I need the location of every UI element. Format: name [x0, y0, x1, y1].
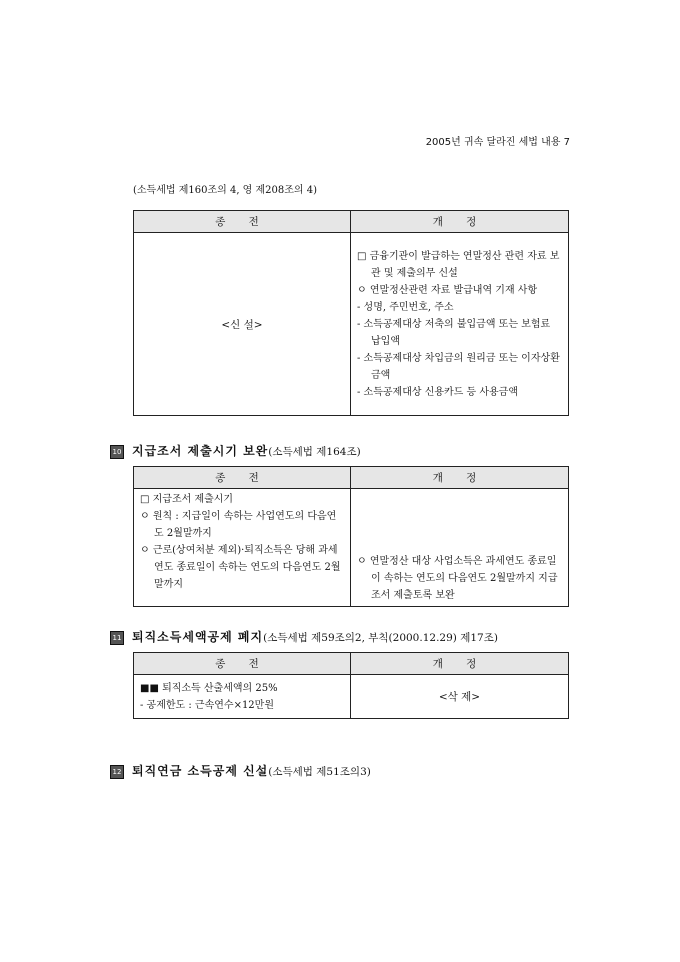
old-cell: <신 설>	[134, 233, 351, 416]
content-line: ㅇ 연말정산 대상 사업소득은 과세연도 종료일이 속하는 연도의 다음연도 2월말까지 지급조서 제출토록 보완	[357, 556, 558, 601]
new-cell: <삭 제>	[351, 675, 569, 719]
new-cell	[351, 233, 569, 416]
section-heading-10	[110, 442, 361, 459]
table-header-row	[134, 467, 569, 489]
new-cell	[351, 489, 569, 607]
section-heading-12	[110, 762, 371, 779]
table-header-row	[134, 211, 569, 233]
content-line: □ 지급조서 제출시기	[140, 494, 234, 505]
comparison-table-1	[133, 210, 569, 416]
section-law-ref: (소득세법 제51조의3)	[268, 766, 371, 778]
comparison-table-3	[133, 652, 569, 719]
content-line: □ 금융기관이 발급하는 연말정산 관련 자료 보관 및 제출의무 신설	[357, 250, 560, 279]
section-law-ref: (소득세법 제164조)	[268, 446, 361, 458]
table-row	[134, 233, 569, 416]
content-line: ㅇ 원칙 : 지급일이 속하는 사업연도의 다음연도 2월말까지	[140, 511, 337, 539]
table-header-row	[134, 653, 569, 675]
col-header-old: 종 전	[134, 653, 351, 675]
col-header-old: 종 전	[134, 467, 351, 489]
new-content-list	[357, 248, 562, 401]
section-number-badge: 10	[110, 445, 124, 459]
section-title: 지급조서 제출시기 보완	[132, 444, 269, 458]
law-reference: (소득세법 제160조의 4, 영 제208조의 4)	[133, 185, 318, 196]
content-line: - 소득공제대상 신용카드 등 사용금액	[357, 386, 518, 398]
section-title: 퇴직연금 소득공제 신설	[132, 764, 269, 778]
content-line: - 소득공제대상 차입금의 원리금 또는 이자상환금액	[357, 352, 560, 381]
new-content-list	[357, 553, 562, 604]
section-title: 퇴직소득세액공제 폐지	[132, 630, 264, 644]
old-cell	[134, 489, 351, 607]
section-heading-11	[110, 628, 498, 645]
old-content-list	[140, 491, 344, 593]
col-header-new: 개 정	[351, 467, 569, 489]
content-line: - 소득공제대상 저축의 불입금액 또는 보험료 납입액	[357, 318, 551, 347]
content-line: ㅇ 연말정산관련 자료 발급내역 기재 사항	[357, 284, 538, 296]
section-law-ref: (소득세법 제59조의2, 부칙(2000.12.29) 제17조)	[263, 632, 498, 644]
col-header-new: 개 정	[351, 211, 569, 233]
section-number-badge: 11	[110, 631, 124, 645]
old-content-list	[140, 680, 344, 714]
table-row	[134, 489, 569, 607]
running-header: 2005년 귀속 달라진 세법 내용 7	[425, 137, 570, 148]
content-line: ■■ 퇴직소득 산출세액의 25%	[140, 682, 278, 694]
col-header-old: 종 전	[134, 211, 351, 233]
content-line: ㅇ 근로(상여처분 제외)·퇴직소득은 당해 과세연도 종료일이 속하는 연도의 다음연도 2월말까지	[140, 545, 341, 590]
section-number-badge: 12	[110, 765, 124, 779]
comparison-table-2	[133, 466, 569, 607]
content-line: - 성명, 주민번호, 주소	[357, 301, 454, 313]
table-row	[134, 675, 569, 719]
content-line: - 공제한도 : 근속연수×12만원	[140, 699, 274, 711]
old-cell	[134, 675, 351, 719]
col-header-new: 개 정	[351, 653, 569, 675]
